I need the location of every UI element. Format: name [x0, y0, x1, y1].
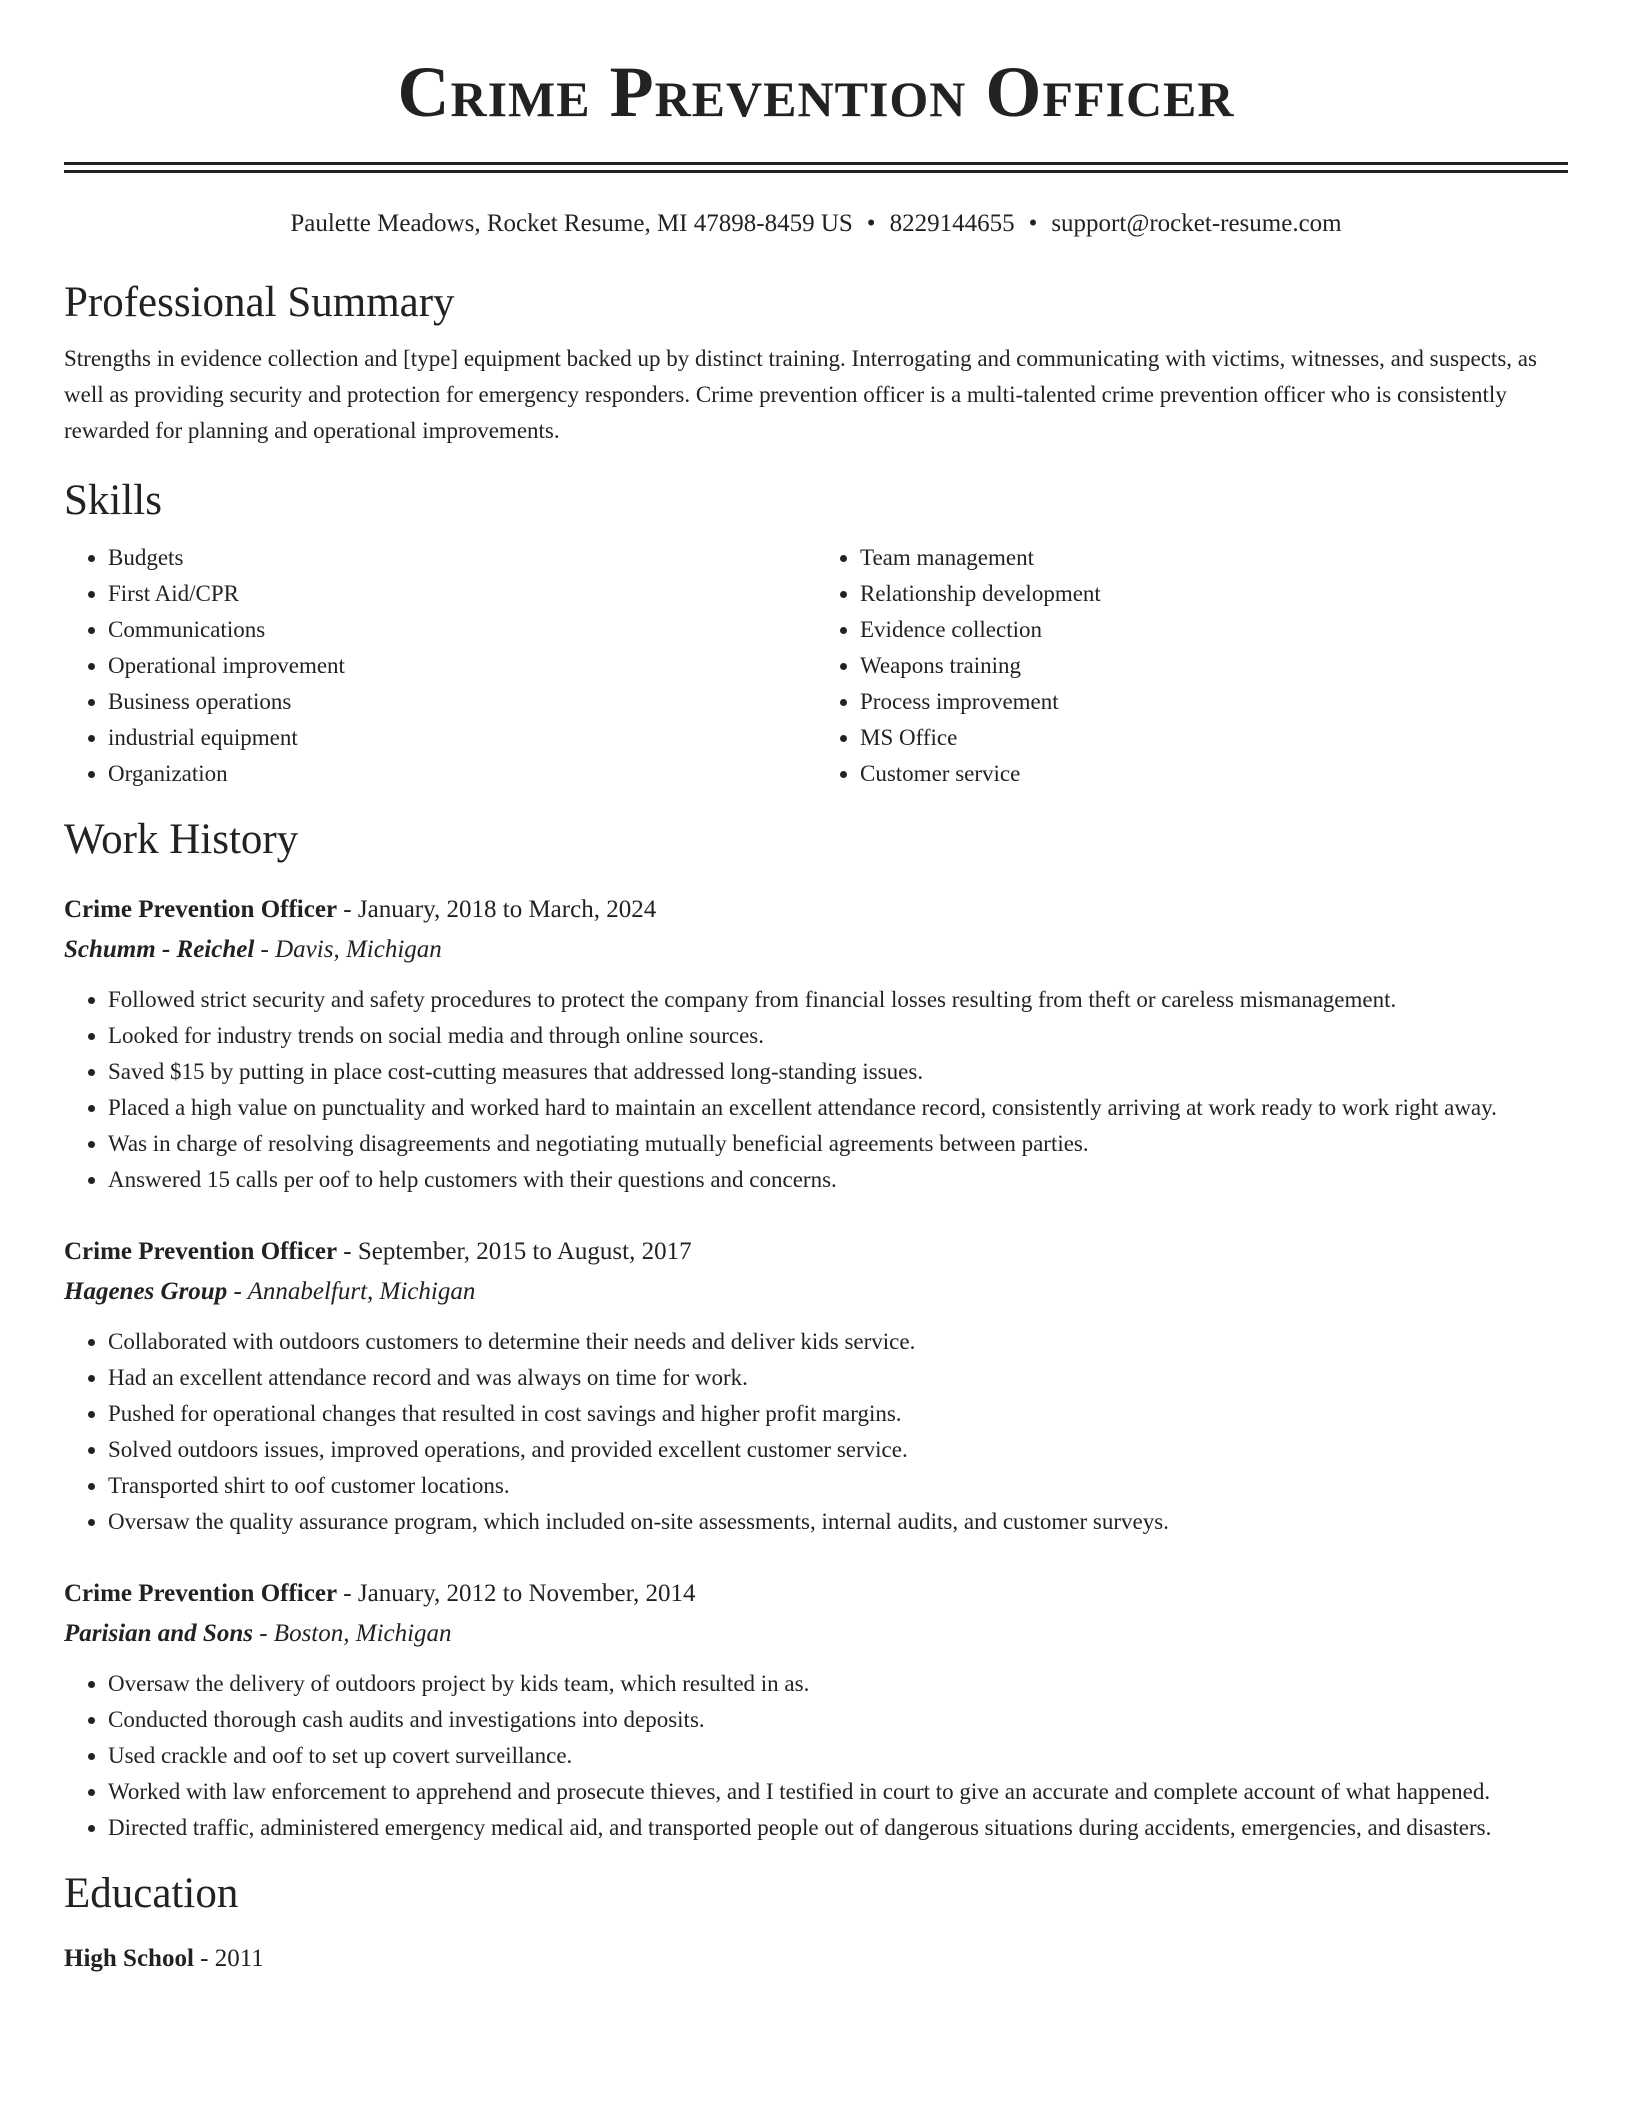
skill-item: • Team management: [860, 540, 1568, 576]
job-bullet: • Was in charge of resolving disagreements and negotiating mutually beneficial agreements between parties.: [108, 1126, 1568, 1162]
resume-title: Crime Prevention Officer: [397, 52, 1235, 132]
education-heading: Education: [64, 1869, 239, 1917]
job-company-line: [64, 1272, 1568, 1312]
education-entry: [64, 1939, 1568, 1979]
skill-item: • industrial equipment: [108, 720, 816, 756]
work-history-heading: Work History: [64, 816, 299, 864]
summary-heading: Professional Summary: [64, 279, 455, 326]
job-bullet: • Pushed for operational changes that resulted in cost savings and higher profit margins.: [108, 1396, 1568, 1432]
job-company: Schumm - Reichel: [64, 935, 255, 963]
job-location: - Annabelfurt, Michigan: [227, 1277, 476, 1305]
skill-item: • Process improvement: [860, 684, 1568, 720]
job-company: Hagenes Group: [64, 1277, 228, 1305]
job-bullet: • Placed a high value on punctuality and worked hard to maintain an excellent attendance record, consistently arriving at work ready to work right away.: [108, 1090, 1568, 1126]
job-bullet: • Oversaw the quality assurance program, which included on-site assessments, internal audits, and customer surveys.: [108, 1504, 1568, 1540]
job-dates: - January, 2012 to November, 2014: [337, 1579, 696, 1607]
job-bullet: • Solved outdoors issues, improved operations, and provided excellent customer service.: [108, 1432, 1568, 1468]
skill-item: • MS Office: [860, 720, 1568, 756]
job-bullet: • Transported shirt to oof customer locations.: [108, 1468, 1568, 1504]
job-title: Crime Prevention Officer: [64, 895, 338, 923]
job-title-line: [64, 1232, 1568, 1272]
skills-column-left: [64, 540, 816, 792]
job-dates: - September, 2015 to August, 2017: [337, 1237, 692, 1265]
job-bullet: • Conducted thorough cash audits and investigations into deposits.: [108, 1702, 1568, 1738]
contact-separator: •: [1028, 210, 1038, 237]
skill-item: • Operational improvement: [108, 648, 816, 684]
skill-item: • Organization: [108, 756, 816, 792]
job-entry: [64, 1574, 1568, 1846]
skills-heading: Skills: [64, 476, 162, 524]
skill-item: • Relationship development: [860, 576, 1568, 612]
job-bullet: • Used crackle and oof to set up covert surveillance.: [108, 1738, 1568, 1774]
summary-text: Strengths in evidence collection and [type] equipment backed up by distinct training. Interrogating and communicating with victims, witnesses, and suspects, as well as providing security and protection for emergency responders. Crime prevention officer is a multi-talented crime prevention officer who is consistently rewarded for planning and operational improvements.: [64, 345, 1537, 443]
job-bullet: • Worked with law enforcement to apprehend and prosecute thieves, and I testified in court to give an accurate and complete account of what happened.: [108, 1774, 1568, 1810]
job-title-line: [64, 1574, 1568, 1614]
job-bullet: • Saved $15 by putting in place cost-cutting measures that addressed long-standing issues.: [108, 1054, 1568, 1090]
job-location: - Davis, Michigan: [254, 935, 442, 963]
job-bullets: [64, 1324, 1568, 1540]
job-company-line: [64, 930, 1568, 970]
job-bullet: • Looked for industry trends on social media and through online sources.: [108, 1018, 1568, 1054]
skill-item: • Weapons training: [860, 648, 1568, 684]
job-location: - Boston, Michigan: [252, 1619, 452, 1647]
skill-item: • Communications: [108, 612, 816, 648]
job-title: Crime Prevention Officer: [64, 1237, 338, 1265]
job-bullets: [64, 982, 1568, 1198]
job-bullet: • Followed strict security and safety procedures to protect the company from financial losses resulting from theft or careless mismanagement.: [108, 982, 1568, 1018]
contact-separator: •: [866, 210, 876, 237]
job-dates: - January, 2018 to March, 2024: [337, 895, 657, 923]
contact-phone: 8229144655: [889, 210, 1015, 237]
job-bullet: • Answered 15 calls per oof to help customers with their questions and concerns.: [108, 1162, 1568, 1198]
job-bullet: • Oversaw the delivery of outdoors project by kids team, which resulted in as.: [108, 1666, 1568, 1702]
job-bullet: • Collaborated with outdoors customers to determine their needs and deliver kids service.: [108, 1324, 1568, 1360]
skill-item: • Customer service: [860, 756, 1568, 792]
skill-item: • Budgets: [108, 540, 816, 576]
contact-line: [64, 209, 1568, 239]
education-year: - 2011: [193, 1945, 264, 1973]
title-divider: [64, 162, 1568, 173]
job-company-line: [64, 1614, 1568, 1654]
job-company: Parisian and Sons: [64, 1619, 253, 1647]
job-entry: [64, 1232, 1568, 1540]
job-title-line: [64, 890, 1568, 930]
skills-column-right: [816, 540, 1568, 792]
contact-email: support@rocket-resume.com: [1051, 210, 1342, 237]
skill-item: • Business operations: [108, 684, 816, 720]
contact-address: Paulette Meadows, Rocket Resume, MI 47898-8459 US: [290, 210, 853, 237]
education-degree: High School: [64, 1945, 194, 1973]
skills-list: [64, 540, 1568, 792]
skill-item: • First Aid/CPR: [108, 576, 816, 612]
job-bullet: • Directed traffic, administered emergency medical aid, and transported people out of dangerous situations during accidents, emergencies, and disasters.: [108, 1810, 1568, 1846]
job-entry: [64, 890, 1568, 1198]
job-bullet: • Had an excellent attendance record and was always on time for work.: [108, 1360, 1568, 1396]
job-bullets: [64, 1666, 1568, 1846]
skill-item: • Evidence collection: [860, 612, 1568, 648]
job-title: Crime Prevention Officer: [64, 1579, 338, 1607]
